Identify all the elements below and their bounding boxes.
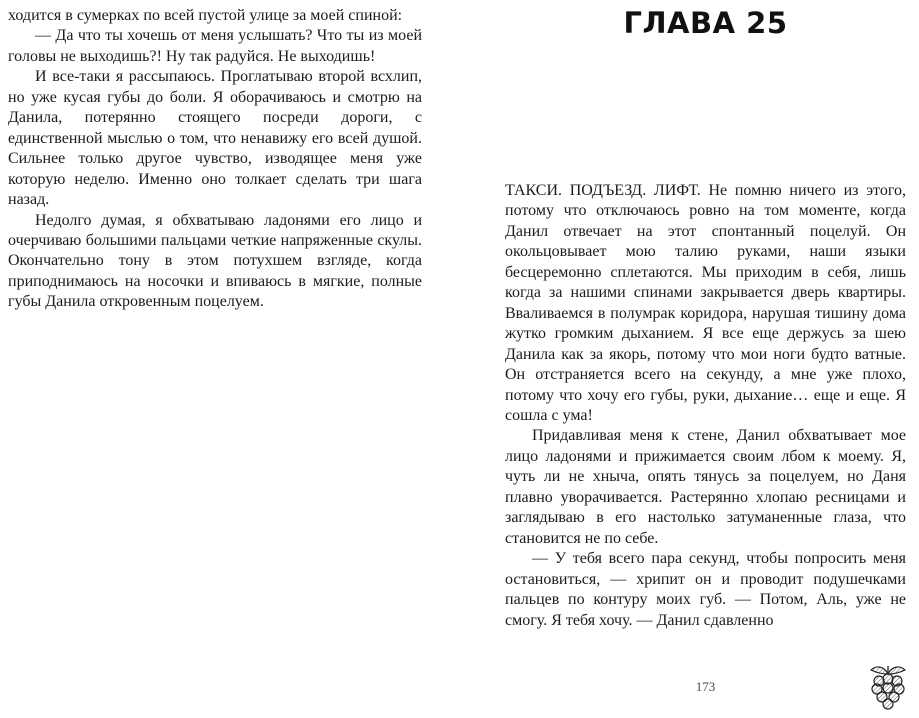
page-number: 173	[695, 679, 716, 694]
paragraph: — Да что ты хочешь от меня услышать? Что ты из моей головы не выходишь?! Ну так радуйся. Не выходишь!	[8, 27, 422, 65]
paragraph: Придавливая меня к стене, Данил обхватывает мое лицо ладонями и прижимается своим лбом к моему. Я, чуть ли не хныча, опять тянусь за поцелуем, но Даня плавно уворачивается. Растерянно хлопаю ресницами и заглядываю в его настолько затуманенные глаза, что становится не по себе.	[505, 427, 906, 547]
chapter-title: ГЛАВА 25	[623, 6, 788, 40]
right-page-text	[505, 181, 906, 631]
paragraph: ТАКСИ. ПОДЪЕЗД. ЛИФТ. Не помню ничего из этого, потому что отключаюсь ровно на том моменте, когда Данил отвечает на этот спонтанный поцелуй. Он окольцовывает мою талию руками, наши языки бесцеремонно сплетаются. Мы приходим в себя, лишь когда за нашими спинами закрывается дверь квартиры. Вваливаемся в полумрак коридора, нарушая тишину дома жутко громким дыханием. Я все еще держусь за шею Данила как за якорь, потому что мои ноги будто ватные. Он отстраняется всего на секунду, а мне уже плохо, потому что хочу его губы, руки, дыхание… еще и еще. Я сошла с ума!	[505, 182, 906, 424]
left-page	[8, 6, 422, 313]
paragraph: И все-таки я рассыпаюсь. Проглатываю второй всхлип, но уже кусая губы до боли. Я оборачиваюсь и смотрю на Данила, потерянно стоящего посреди дороги, с единственной мыслью о том, что ненавижу его всей душой. Сильнее только другое чувство, изводящее меня уже которую неделю. Именно оно толкает сделать три шага назад.	[8, 68, 422, 209]
left-page-text	[8, 6, 422, 313]
right-page	[505, 0, 906, 629]
paragraph: — У тебя всего пара секунд, чтобы попросить меня остановиться, — хрипит он и проводит подушечками пальцев по контуру моих губ. — Потом, Аль, уже не смогу. Я тебя хочу. — Данил сдавленно	[505, 550, 906, 629]
paragraph: ходится в сумерках по всей пустой улице за моей спиной:	[8, 7, 403, 24]
paragraph: Недолго думая, я обхватываю ладонями его лицо и очерчиваю большими пальцами четкие напряженные скулы. Окончательно тону в этом потухшем взгляде, когда приподнимаюсь на носочки и впиваюсь в мягкие, полные губы Данила откровенным поцелуем.	[8, 211, 422, 311]
raspberry-icon	[866, 664, 910, 712]
